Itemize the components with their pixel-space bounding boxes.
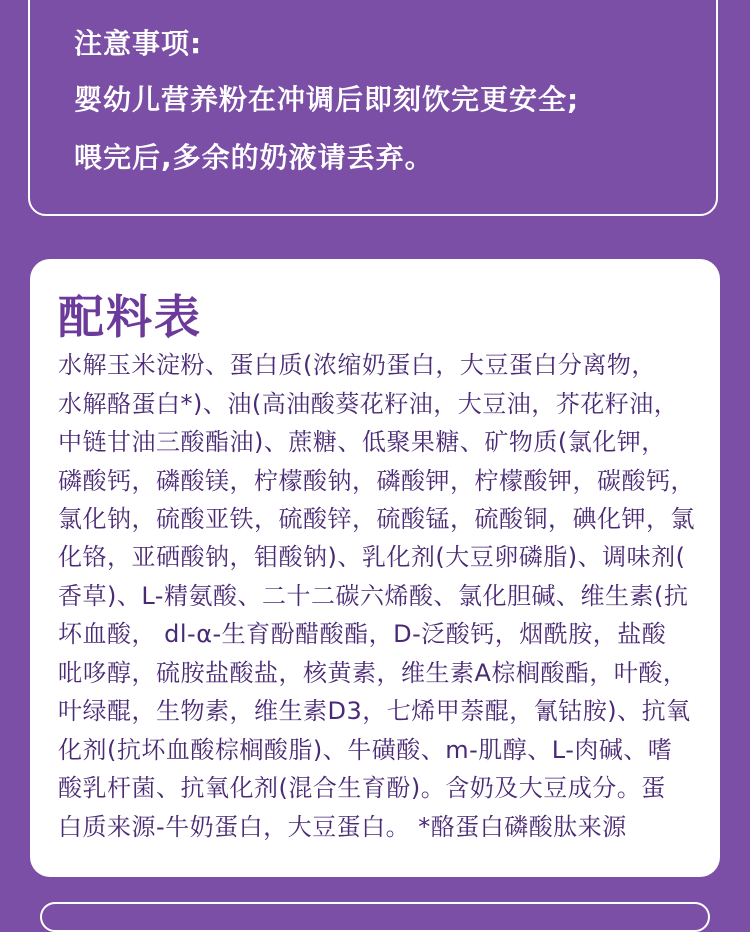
ingredient-line: 氯化钠，硫酸亚铁，硫酸锌，硫酸锰，硫酸铜，碘化钾，氯 — [58, 505, 695, 533]
ingredient-line: 酸乳杆菌、抗氧化剂(混合生育酚)。含奶及大豆成分。蛋 — [58, 774, 666, 802]
ingredient-line: 磷酸钙，磷酸镁，柠檬酸钠，磷酸钾，柠檬酸钾，碳酸钙， — [58, 467, 695, 495]
ingredient-line: 水解酪蛋白*)、油(高油酸葵花籽油，大豆油，芥花籽油， — [58, 390, 679, 418]
ingredients-title: 配料表 — [58, 290, 202, 344]
ingredient-line: 化剂(抗坏血酸棕榈酸脂)、牛磺酸、m-肌醇、L-肉碱、嗜 — [58, 736, 673, 764]
ingredients-card — [30, 259, 720, 877]
ingredient-line: 中链甘油三酸酯油)、蔗糖、低聚果糖、矿物质(氯化钾， — [58, 428, 666, 456]
ingredient-line: 香草)、L-精氨酸、二十二碳六烯酸、氯化胆碱、维生素(抗 — [58, 582, 689, 610]
next-section-border — [40, 902, 710, 932]
notice-heading: 注意事项: — [74, 27, 203, 60]
ingredient-line: 白质来源-牛奶蛋白，大豆蛋白。 *酪蛋白磷酸肽来源 — [58, 813, 627, 841]
ingredient-line: 叶绿醌，生物素，维生素D3，七烯甲萘醌，氰钴胺)、抗氧 — [58, 697, 691, 725]
notice-line: 婴幼儿营养粉在冲调后即刻饮完更安全; — [74, 83, 580, 116]
notice-line: 喂完后,多余的奶液请丢弃。 — [74, 141, 434, 174]
ingredient-line: 坏血酸， dl-α-生育酚醋酸酯，D-泛酸钙，烟酰胺，盐酸 — [58, 620, 667, 648]
ingredient-line: 吡哆醇，硫胺盐酸盐，核黄素，维生素A棕榈酸酯，叶酸， — [58, 659, 688, 687]
ingredient-line: 化铬，亚硒酸钠，钼酸钠)、乳化剂(大豆卵磷脂)、调味剂( — [58, 543, 686, 571]
ingredient-line: 水解玉米淀粉、蛋白质(浓缩奶蛋白，大豆蛋白分离物， — [58, 351, 656, 379]
